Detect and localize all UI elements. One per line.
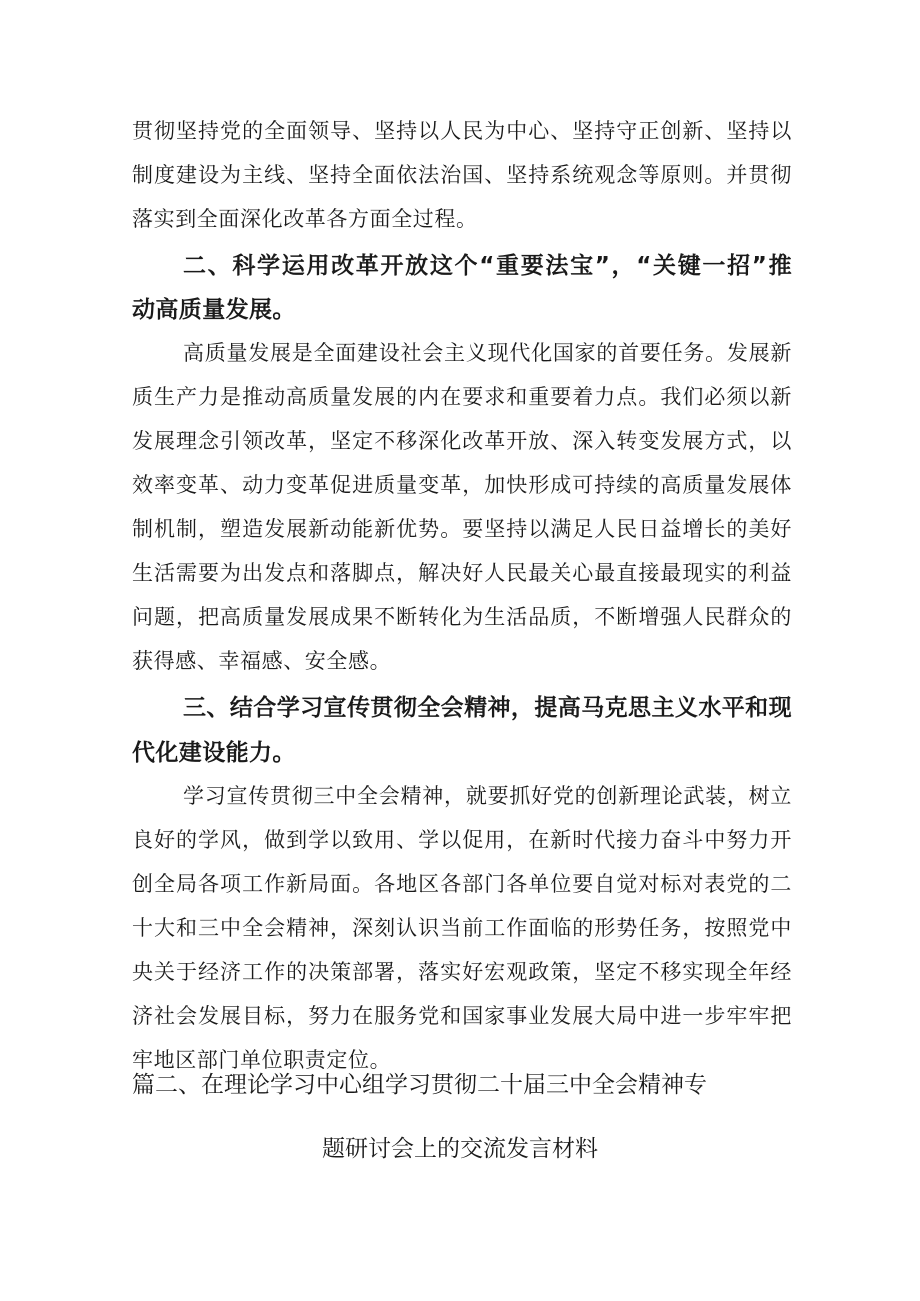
para2-line-3: 发展理念引领改革，坚定不移深化改革开放、深入转变发展方式，以 <box>132 429 792 453</box>
para2-line-7: 问题，把高质量发展成果不断转化为生活品质，不断增强人民群众的 <box>132 605 792 629</box>
article-title-line-1: 篇二、在理论学习中心组学习贯彻二十届三中全会精神专 <box>132 1072 707 1098</box>
para3-line-7: 牢地区部门单位职责定位。 <box>132 1048 392 1072</box>
para3-line-3: 创全局各项工作新局面。各地区各部门各单位要自觉对标对表党的二 <box>132 872 792 896</box>
heading-2-line-1: 二、科学运用改革开放这个“重要法宝”，“关键一招”推 <box>183 253 792 279</box>
para3-line-1: 学习宣传贯彻三中全会精神，就要抓好党的创新理论武装，树立 <box>183 784 792 808</box>
para2-line-5: 制机制，塑造发展新动能新优势。要坚持以满足人民日益增长的美好 <box>132 517 792 541</box>
heading-3-line-2: 代化建设能力。 <box>132 740 296 766</box>
para2-line-2: 质生产力是推动高质量发展的内在要求和重要着力点。我们必须以新 <box>132 385 792 409</box>
para3-line-6: 济社会发展目标，努力在服务党和国家事业发展大局中进一步牢牢把 <box>132 1004 792 1028</box>
heading-2-line-2: 动高质量发展。 <box>132 297 296 323</box>
para3-line-2: 良好的学风，做到学以致用、学以促用，在新时代接力奋斗中努力开 <box>132 828 792 852</box>
para1-line-1: 贯彻坚持党的全面领导、坚持以人民为中心、坚持守正创新、坚持以 <box>132 119 792 143</box>
para2-line-4: 效率变革、动力变革促进质量变革，加快形成可持续的高质量发展体 <box>132 473 792 497</box>
para2-line-8: 获得感、幸福感、安全感。 <box>132 649 392 673</box>
para3-line-5: 央关于经济工作的决策部署，落实好宏观政策，坚定不移实现全年经 <box>132 960 792 984</box>
article-title-line-2: 题研讨会上的交流发言材料 <box>322 1136 598 1162</box>
para1-line-2: 制度建设为主线、坚持全面依法治国、坚持系统观念等原则。并贯彻 <box>132 163 792 187</box>
para2-line-1: 高质量发展是全面建设社会主义现代化国家的首要任务。发展新 <box>183 341 792 365</box>
heading-3-line-1: 三、结合学习宣传贯彻全会精神，提高马克思主义水平和现 <box>183 695 792 721</box>
para1-line-3: 落实到全面深化改革各方面全过程。 <box>132 207 478 231</box>
para2-line-6: 生活需要为出发点和落脚点，解决好人民最关心最直接最现实的利益 <box>132 561 792 585</box>
para3-line-4: 十大和三中全会精神，深刻认识当前工作面临的形势任务，按照党中 <box>132 916 792 940</box>
